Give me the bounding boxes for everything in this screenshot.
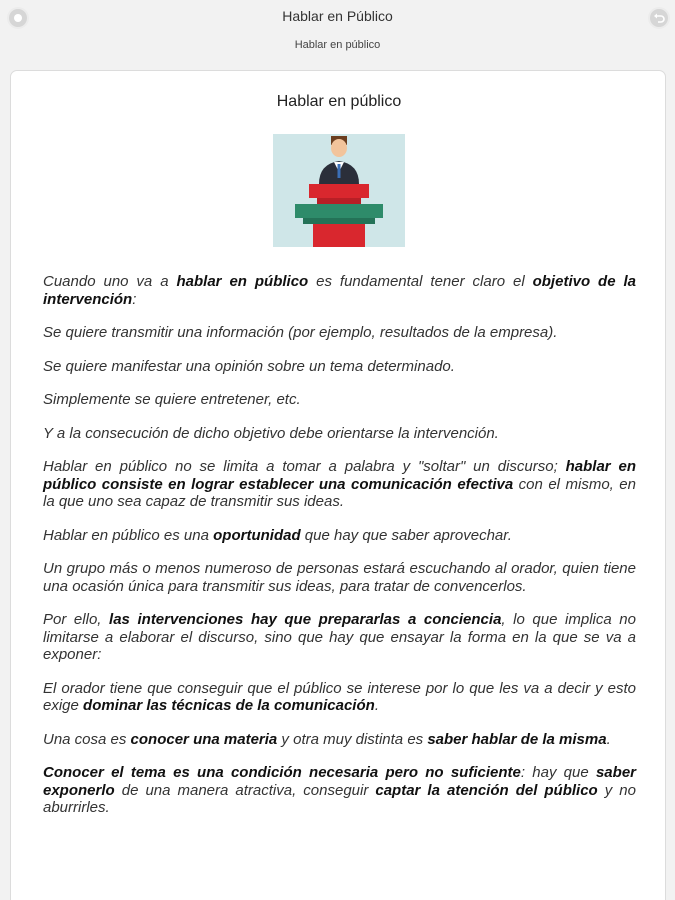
paragraph-text: :: [132, 290, 137, 308]
paragraph-text: Se quiere manifestar una opinión sobre un tema determinado.: [43, 357, 455, 375]
article-paragraph: [43, 560, 636, 595]
article-title: Hablar en público: [276, 93, 402, 110]
paragraph-text: Hablar en público no se limita a tomar a palabra y "soltar" un discurso;: [43, 458, 566, 475]
paragraph-text: que hay que saber aprovechar.: [300, 526, 512, 544]
article-paragraph: [43, 425, 636, 443]
emphasis-text: oportunidad: [213, 526, 301, 544]
paragraph-text: , lo que implica no limitarse a elaborar el discurso, sino que hay que ensayar la forma en la que se va a exponer:: [43, 611, 636, 663]
paragraph-text: con el mismo, en la que uno sea capaz de transmitir sus ideas.: [43, 475, 636, 510]
paragraph-text: Una cosa es: [43, 730, 131, 748]
emphasis-text: saber hablar de la misma: [427, 730, 607, 748]
paragraph-text: Simplemente se quiere entretener, etc.: [43, 391, 301, 408]
article-paragraph: [43, 273, 636, 308]
article-paragraph: [43, 680, 636, 715]
paragraph-text: de una manera atractiva, conseguir: [114, 781, 376, 799]
paragraph-text: Y a la consecución de dicho objetivo debe orientarse la intervención.: [43, 424, 499, 442]
article-paragraph: [43, 358, 636, 376]
undo-icon: [653, 12, 665, 24]
emphasis-text: las intervenciones hay que prepararlas a conciencia: [109, 611, 502, 628]
article-paragraph: [43, 527, 636, 545]
emphasis-text: dominar las técnicas de la comunicación: [83, 697, 375, 714]
paragraph-text: Por ello,: [43, 611, 110, 628]
emphasis-text: hablar en público: [176, 273, 309, 290]
emphasis-text: saber exponerlo: [43, 764, 636, 799]
emphasis-text: captar la atención del público: [375, 781, 598, 799]
paragraph-text: Cuando uno va a: [43, 273, 177, 290]
speaker-illustration: [273, 134, 405, 247]
paragraph-text: Hablar en público es una: [43, 526, 214, 544]
paragraph-text: Un grupo más o menos numeroso de personas estará escuchando al orador, quien tiene una ocasión única para transmitir sus ideas, para tratar de convencerlos.: [43, 560, 636, 595]
article-paragraph: [43, 764, 636, 817]
emphasis-text: objetivo de la intervención: [43, 273, 636, 308]
emphasis-text: conocer una materia: [130, 730, 278, 748]
top-bar: [0, 0, 675, 62]
paragraph-text: : hay que: [520, 764, 596, 781]
article-paragraph: [43, 391, 636, 409]
app-subtitle: Hablar en público: [294, 39, 381, 51]
article-paragraph: [43, 324, 636, 342]
emphasis-text: hablar en público consiste en lograr establecer una comunicación efectiva: [43, 458, 636, 493]
article-paragraph: [43, 458, 636, 511]
article-card: [10, 70, 666, 900]
back-button[interactable]: [648, 7, 670, 29]
article-paragraph: [43, 611, 636, 664]
paragraph-text: es fundamental tener claro el: [308, 273, 533, 290]
emphasis-text: Conocer el tema es una condición necesaria pero no suficiente: [43, 764, 521, 781]
paragraph-text: y otra muy distinta es: [277, 730, 428, 748]
paragraph-text: .: [606, 730, 611, 748]
paragraph-text: Se quiere transmitir una información (por ejemplo, resultados de la empresa).: [43, 324, 558, 341]
app-title: Hablar en Público: [282, 8, 393, 24]
paragraph-text: El orador tiene que conseguir que el público se interese por lo que les va a decir y esto exige: [43, 679, 636, 714]
article-body: [43, 273, 636, 833]
paragraph-text: .: [374, 697, 379, 714]
paragraph-text: y no aburrirles.: [43, 781, 636, 816]
article-paragraph: [43, 731, 636, 749]
